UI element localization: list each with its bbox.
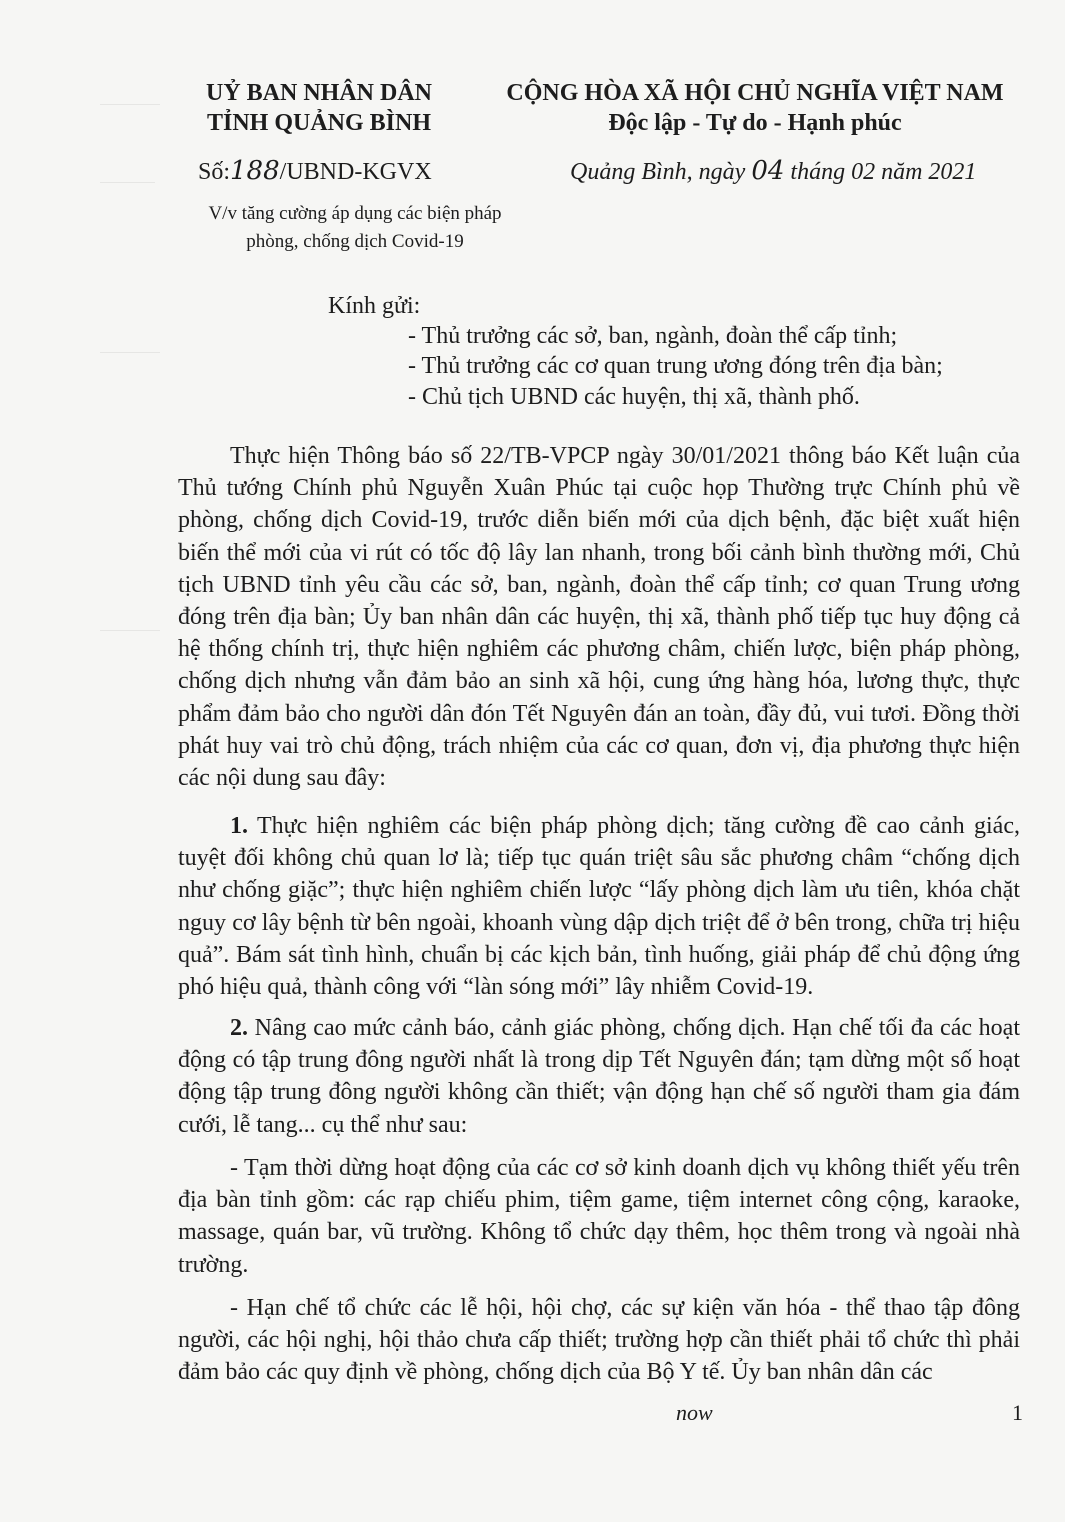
intro-paragraph: Thực hiện Thông báo số 22/TB-VPCP ngày 30/01/2021 thông báo Kết luận của Thủ tướng Chính phủ Nguyễn Xuân Phúc tại cuộc họp Thường trực Chính phủ về phòng, chống dịch Covid-19, trước diễn biến mới của dịch bệnh, đặc biệt xuất hiện biến thể mới của vi rút có tốc độ lây lan nhanh, trong bối cảnh bình thường mới, Chủ tịch UBND tỉnh yêu cầu các sở, ban, ngành, đoàn thể cấp tỉnh; cơ quan Trung ương đóng trên địa bàn; Ủy ban nhân dân các huyện, thị xã, thành phố tiếp tục huy động cả hệ thống chính trị, thực hiện nghiêm các phương châm, chiến lược, biện pháp phòng, chống dịch nhưng vẫn đảm bảo an sinh xã hội, cung ứng hàng hóa, lương thực, thực phẩm đảm bảo cho người dân đón Tết Nguyên đán an toàn, đầy đủ, vui tươi. Đồng thời phát huy vai trò chủ động, trách nhiệm của các cơ quan, đơn vị, địa phương thực hiện các nội dung sau đây: — [178, 443, 1020, 792]
document-number — [198, 156, 432, 186]
document-subject — [165, 200, 545, 256]
number-suffix: /UBND-KGVX — [279, 159, 432, 185]
item-2-text: Nâng cao mức cảnh báo, cảnh giác phòng, chống dịch. Hạn chế tối đa các hoạt động có tập trung đông người nhất là trong dịp Tết Nguyên đán; tạm dừng một số hoạt động tập trung đông người không cần thiết; vận động hạn chế số người tham gia đám cưới, lễ tang... cụ thể như sau: — [178, 1015, 1020, 1138]
item-1-paragraph — [178, 810, 1020, 1003]
date-suffix: tháng 02 năm 2021 — [790, 159, 977, 185]
number-prefix: Số: — [198, 159, 231, 185]
issuing-organization — [160, 78, 478, 138]
org-name-line2: TỈNH QUẢNG BÌNH — [206, 110, 432, 136]
subject-line2: phòng, chống dịch Covid-19 — [246, 231, 464, 252]
date-prefix: Quảng Bình, ngày — [570, 159, 746, 185]
handwritten-initials: now — [676, 1400, 713, 1425]
item-1-text: Thực hiện nghiêm các biện pháp phòng dịch; tăng cường đề cao cảnh giác, tuyệt đối không chủ quan lơ là; tiếp tục quán triệt sâu sắc phương châm “chống dịch như chống giặc”; thực hiện nghiêm chiến lược “lấy phòng dịch làm ưu tiên, khóa chặt nguy cơ lây bệnh từ bên ngoài, khoanh vùng dập dịch triệt để ở bên trong, chữa trị hiệu quả”. Bám sát tình hình, chuẩn bị các kịch bản, tình huống, giải pháp để chủ động ứng phó hiệu quả, thành công với “làn sóng mới” lây nhiễm Covid-19. — [178, 813, 1020, 1001]
recipient-item: - Thủ trưởng các sở, ban, ngành, đoàn thể cấp tỉnh; — [408, 323, 898, 349]
place-and-date — [570, 156, 976, 186]
show-through-mark — [100, 182, 155, 183]
sub-item-paragraph: - Hạn chế tổ chức các lễ hội, hội chợ, các sự kiện văn hóa - thể thao tập đông người, các hội nghị, hội thảo chưa cấp thiết; trường hợp cần thiết phải tổ chức thì phải đảm bảo các quy định về phòng, chống dịch của Bộ Y tế. Ủy ban nhân dân các — [178, 1295, 1020, 1386]
recipient-item: - Thủ trưởng các cơ quan trung ương đóng trên địa bàn; — [408, 353, 943, 379]
show-through-mark — [100, 630, 160, 631]
show-through-mark — [100, 352, 160, 353]
show-through-mark — [100, 104, 160, 105]
handwritten-day: 04 — [751, 156, 785, 186]
org-name-line1: UỶ BAN NHÂN DÂN — [206, 80, 432, 106]
item-2-number: 2. — [230, 1015, 248, 1041]
subject-line1: V/v tăng cường áp dụng các biện pháp — [208, 203, 502, 224]
handwritten-number: 188 — [230, 156, 280, 186]
recipient-item: - Chủ tịch UBND các huyện, thị xã, thành phố. — [408, 384, 860, 410]
page-number: 1 — [1012, 1400, 1023, 1425]
national-motto — [485, 78, 1025, 138]
recipients-greeting: Kính gửi: — [328, 293, 421, 319]
motto: Độc lập - Tự do - Hạnh phúc — [608, 110, 902, 136]
nation-name: CỘNG HÒA XÃ HỘI CHỦ NGHĨA VIỆT NAM — [506, 80, 1004, 106]
item-1-number: 1. — [230, 813, 248, 839]
sub-item-paragraph: - Tạm thời dừng hoạt động của các cơ sở kinh doanh dịch vụ không thiết yếu trên địa bàn tỉnh gồm: các rạp chiếu phim, tiệm game, tiệm internet công cộng, karaoke, massage, quán bar, vũ trường. Không tổ chức dạy thêm, học thêm trong và ngoài nhà trường. — [178, 1155, 1020, 1278]
item-2-paragraph — [178, 1012, 1020, 1141]
